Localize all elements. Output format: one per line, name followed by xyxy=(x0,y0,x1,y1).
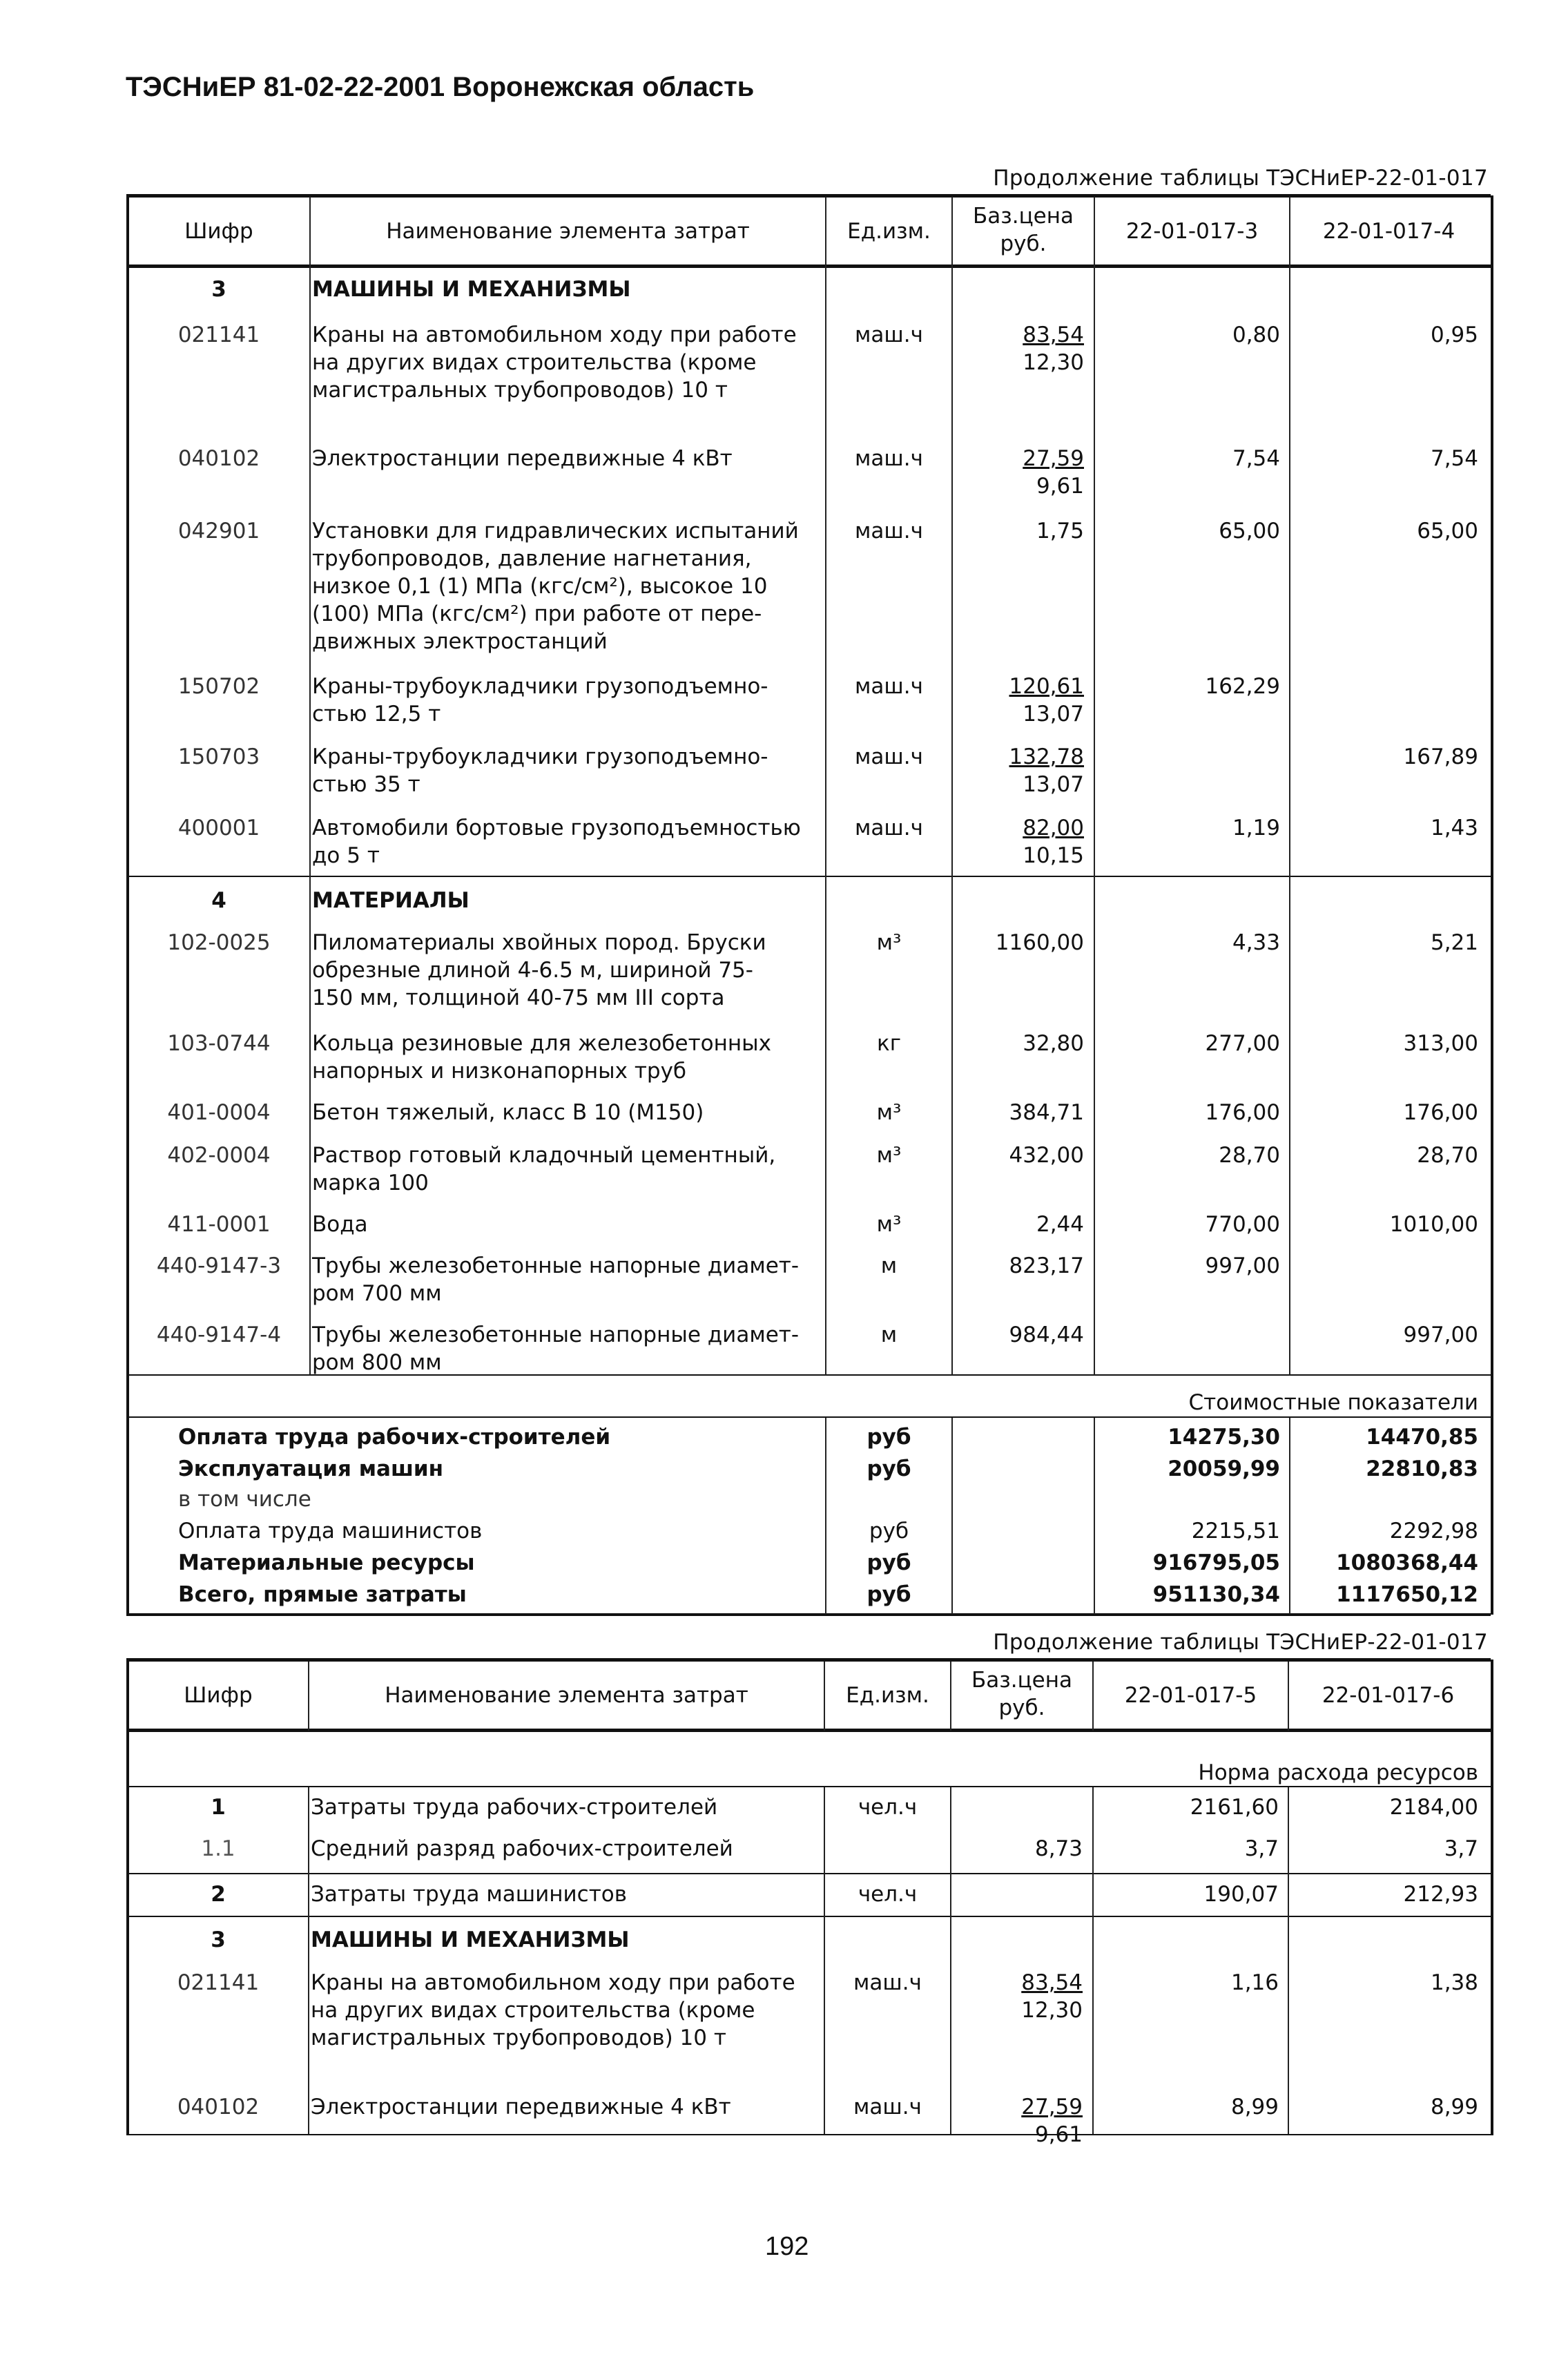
row-name: Краны на автомобильном ходу при работе xyxy=(312,323,797,347)
table1-caption: Продолжение таблицы ТЭСНиЕР-22-01-017 xyxy=(993,166,1488,191)
col-header-v1: 22-01-017-5 xyxy=(1124,1683,1257,1708)
col-header-price-unit: руб. xyxy=(1000,231,1047,256)
section-code: 3 xyxy=(211,1927,226,1952)
row-code: 021141 xyxy=(177,323,260,347)
row-price: 83,54 xyxy=(1023,323,1084,347)
section-title: МАТЕРИАЛЫ xyxy=(312,888,470,913)
page-header: ТЭСНиЕР 81-02-22-2001 Воронежская область xyxy=(126,72,755,102)
section-title: МАШИНЫ И МЕХАНИЗМЫ xyxy=(312,277,631,302)
col-header-name: Наименование элемента затрат xyxy=(385,1683,748,1708)
col-header-name: Наименование элемента затрат xyxy=(386,219,750,244)
section-code: 3 xyxy=(211,277,226,302)
norm-header: Норма расхода ресурсов xyxy=(1198,1760,1478,1785)
col-header-v1: 22-01-017-3 xyxy=(1125,219,1259,244)
row-price2: 12,30 xyxy=(1023,350,1084,375)
section-code: 4 xyxy=(211,888,226,913)
cost-header: Стоимостные показатели xyxy=(1188,1390,1478,1415)
col-header-code: Шифр xyxy=(184,1683,253,1708)
col-header-v2: 22-01-017-6 xyxy=(1322,1683,1455,1708)
section-title: МАШИНЫ И МЕХАНИЗМЫ xyxy=(311,1927,630,1952)
col-header-unit: Ед.изм. xyxy=(846,1683,929,1708)
col-header-v2: 22-01-017-4 xyxy=(1322,219,1455,244)
table2-caption: Продолжение таблицы ТЭСНиЕР-22-01-017 xyxy=(993,1630,1488,1655)
page-number: 192 xyxy=(765,2232,809,2261)
col-header-code: Шифр xyxy=(184,219,253,244)
col-header-price-unit: руб. xyxy=(998,1695,1045,1720)
row-v1: 0,80 xyxy=(1232,323,1280,347)
col-header-price: Баз.цена xyxy=(971,1668,1073,1693)
row-v2: 0,95 xyxy=(1430,323,1478,347)
col-header-price: Баз.цена xyxy=(972,204,1074,229)
col-header-unit: Ед.изм. xyxy=(847,219,931,244)
row-unit: маш.ч xyxy=(855,323,923,347)
